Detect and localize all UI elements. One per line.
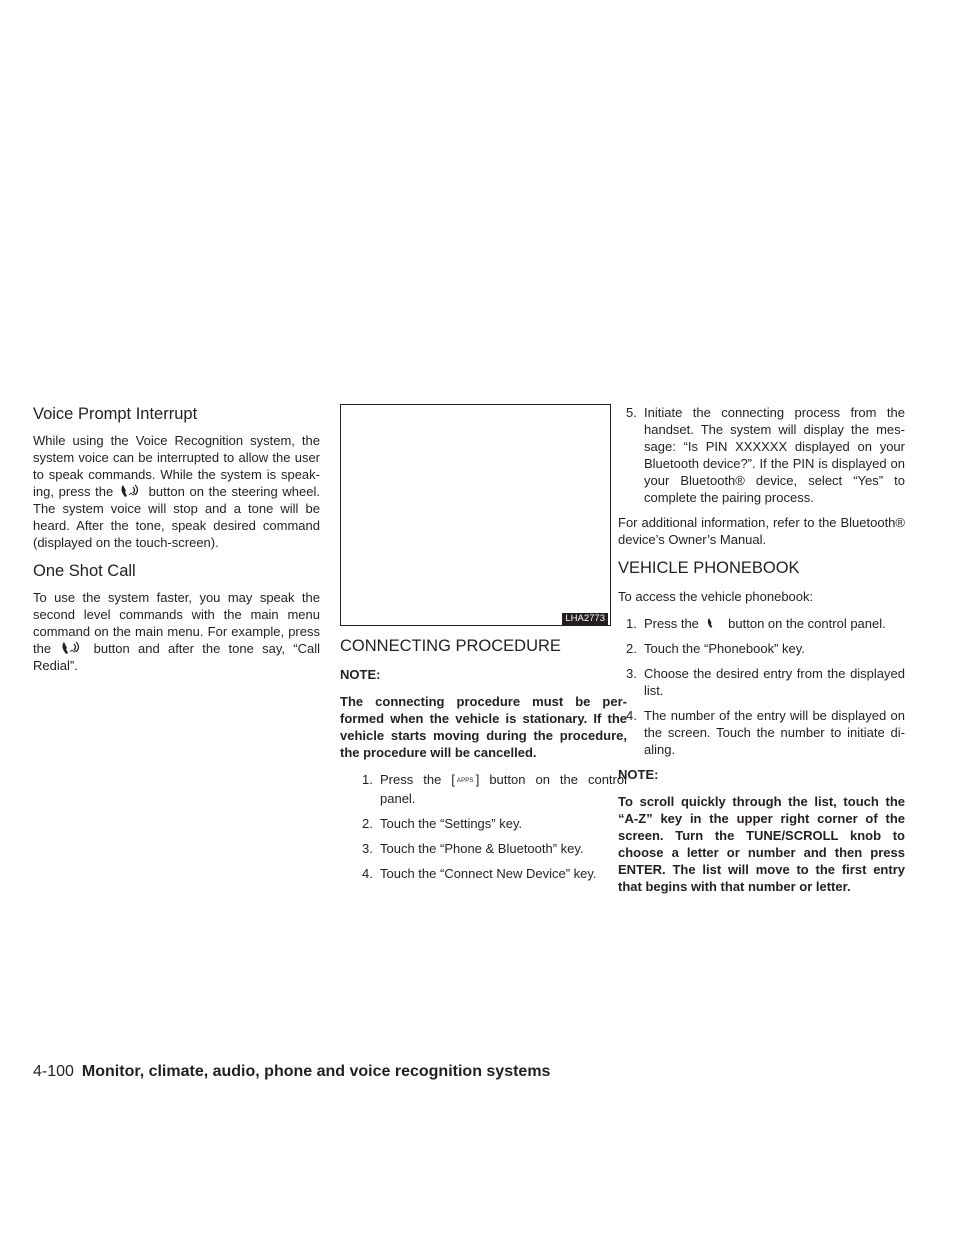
page-number: 4-100: [33, 1063, 74, 1080]
paragraph-text: To use the system faster, you may speak the second level commands with the main menu command on the main menu. For example, press the: [33, 590, 320, 656]
step-text: button on the control panel.: [728, 616, 886, 631]
chapter-title: Monitor, climate, audio, phone and voice recognition systems: [81, 1063, 551, 1080]
phonebook-steps: [618, 615, 905, 758]
step-text: Touch the “Phonebook” key.: [644, 641, 805, 656]
figure-frame: [340, 404, 611, 626]
column-middle: [340, 404, 627, 890]
phone-button-icon: [705, 616, 723, 630]
talk-button-icon: [120, 484, 142, 498]
step-number: 3.: [626, 666, 637, 681]
step-text: Touch the “Connect New Device” key.: [380, 866, 597, 881]
figure-code: LHA2773: [562, 613, 608, 625]
paragraph-voice-prompt: [33, 432, 320, 551]
list-item: [340, 840, 627, 857]
talk-button-icon: [61, 641, 83, 655]
step-text: Touch the “Settings” key.: [380, 816, 523, 831]
list-item: [340, 771, 627, 807]
step-text: Initiate the connecting process from the handset. The system will display the mes- sage: “Is PIN XXXXXX displayed on your Bluetooth device?”. If the PIN is displayed on your Bluetooth® device, select “Yes” to complete the pairing process.: [644, 405, 905, 505]
page-footer: [33, 1063, 550, 1081]
heading-connecting-procedure: CONNECTING PROCEDURE: [340, 637, 561, 655]
note-label: NOTE:: [340, 667, 381, 682]
paragraph-text: button on the steering wheel. The system voice will stop and a tone will be heard. After the tone, speak desired command (displayed on the touch-screen).: [33, 484, 320, 550]
step-text: ] button on the control panel.: [380, 772, 627, 806]
apps-button-icon: APPS: [456, 778, 474, 784]
note-label: NOTE:: [618, 767, 659, 782]
list-item: [618, 640, 905, 657]
list-item: [618, 665, 905, 699]
paragraph-text: While using the Voice Recognition system, the system voice can be interrupted to allow the user to speak commands. While the system is speak- ing, press the: [33, 433, 320, 499]
connecting-steps-continued: [618, 404, 905, 506]
heading-vehicle-phonebook: VEHICLE PHONEBOOK: [618, 559, 800, 577]
step-number: 1.: [362, 772, 373, 787]
step-text: The number of the entry will be displayed on the screen. Touch the number to initiate di- aling.: [644, 708, 905, 757]
list-item: [618, 707, 905, 758]
heading-one-shot-call: One Shot Call: [33, 562, 136, 580]
paragraph-one-shot: [33, 589, 320, 674]
step-text: Touch the “Phone & Bluetooth” key.: [380, 841, 584, 856]
step-text: Choose the desired entry from the displayed list.: [644, 666, 905, 698]
paragraph-text: button and after the tone say, “Call Redial”.: [33, 641, 320, 673]
step-number: 4.: [626, 708, 637, 723]
list-item: [340, 865, 627, 882]
step-number: 3.: [362, 841, 373, 856]
step-number: 5.: [626, 405, 637, 420]
step-text: Press the: [644, 616, 699, 631]
paragraph-intro: To access the vehicle phonebook:: [618, 589, 814, 604]
list-item: [618, 615, 905, 632]
paragraph-additional-info: For additional information, refer to the Bluetooth® device’s Owner’s Manual.: [618, 515, 905, 547]
column-right: [618, 404, 905, 905]
connecting-steps: [340, 771, 627, 882]
step-number: 2.: [626, 641, 637, 656]
step-number: 1.: [626, 616, 637, 631]
list-item: [340, 815, 627, 832]
list-item: [618, 404, 905, 506]
step-number: 2.: [362, 816, 373, 831]
note-text: The connecting procedure must be per- formed when the vehicle is stationary. If the vehicle starts moving during the procedure, the procedure will be cancelled.: [340, 694, 627, 760]
step-number: 4.: [362, 866, 373, 881]
column-left: [33, 404, 320, 684]
note-text: To scroll quickly through the list, touch the “A-Z” key in the upper right corner of the screen. Turn the TUNE/SCROLL knob to choose a letter or number and then press ENTER. The list will move to the first entry that begins with that number or letter.: [618, 794, 905, 894]
step-text: Press the [: [380, 772, 455, 787]
heading-voice-prompt-interrupt: Voice Prompt Interrupt: [33, 405, 198, 423]
